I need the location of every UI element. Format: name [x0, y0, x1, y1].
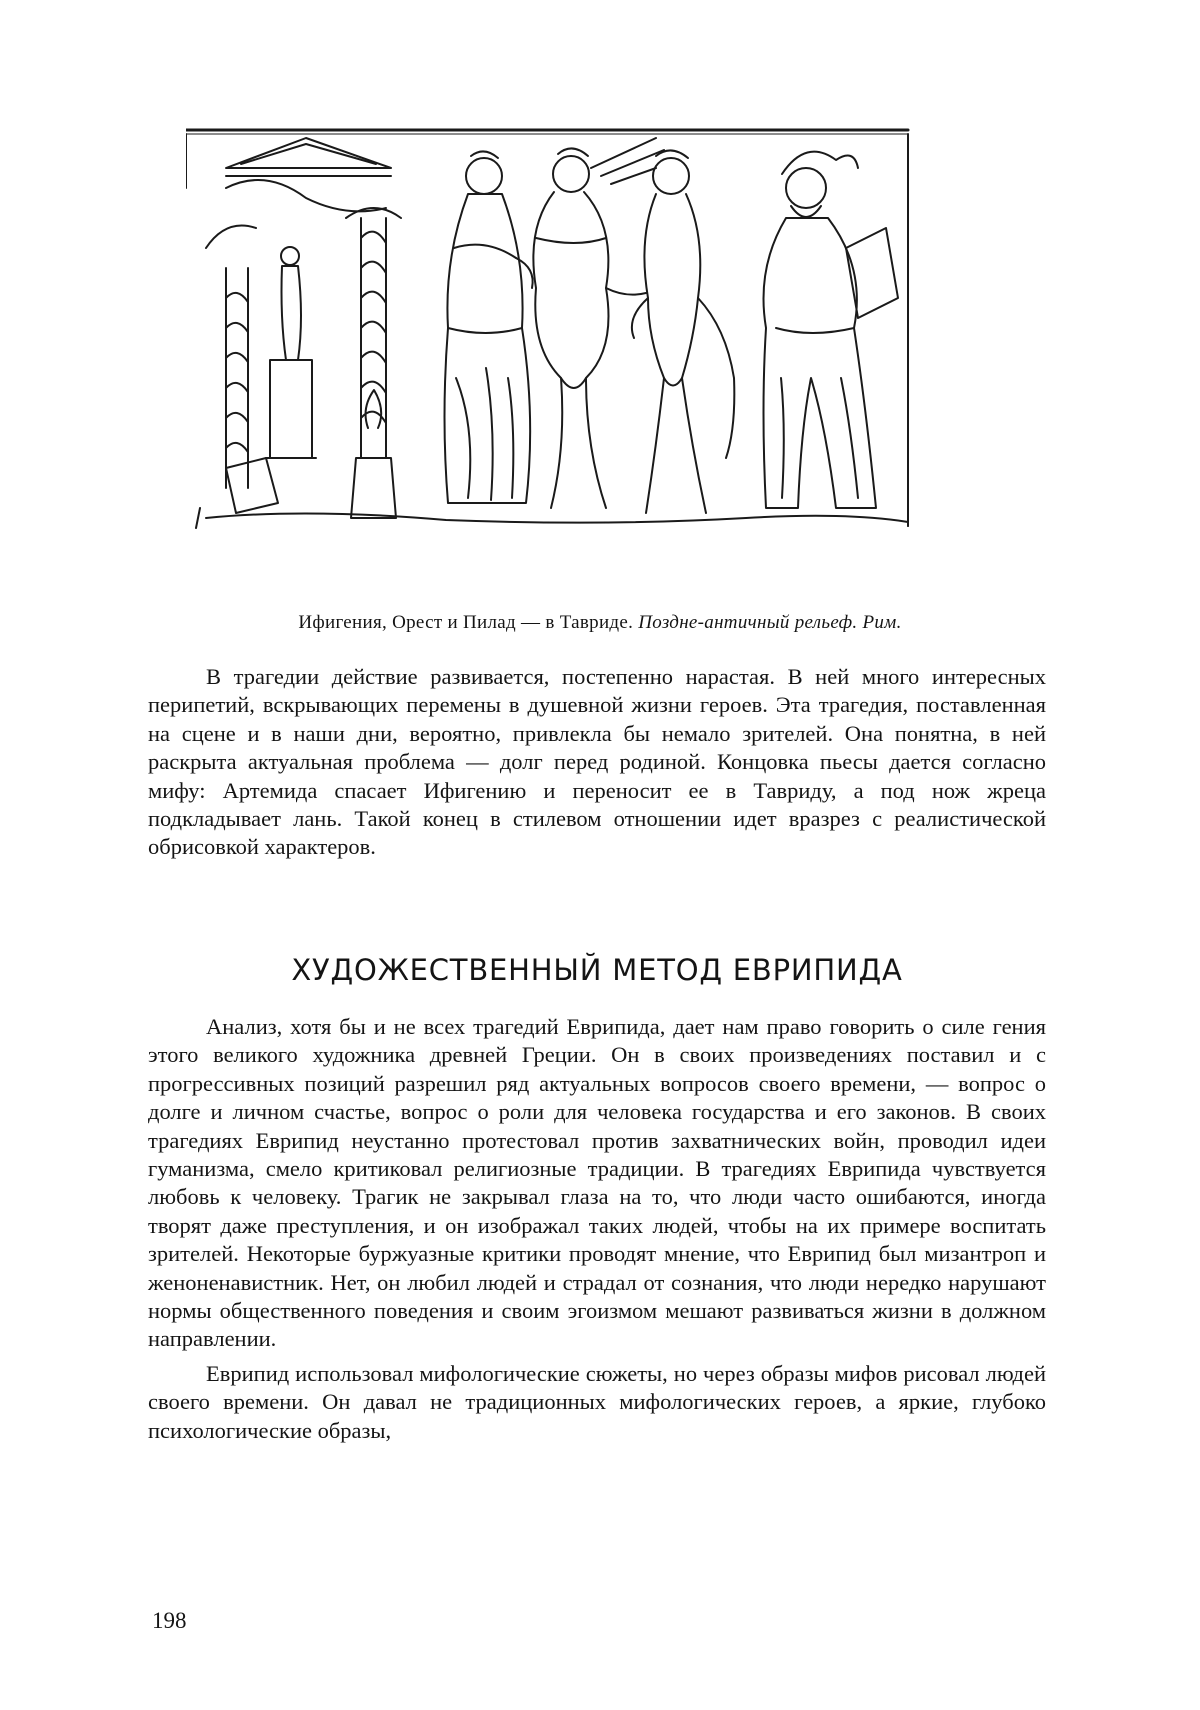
- section-2-text: [148, 1013, 1046, 1445]
- caption-source: Поздне-античный рельеф. Рим.: [638, 612, 902, 633]
- paragraph: В трагедии действие развивается, постепенно нарастая. В ней много интересных перипетий, вскрывающих перемены в душевной жизни героев. Эта трагедия, поставленная на сцене и в наши дни, вероятно, привлекла бы немало зрителей. Она понятна, в ней раскрыта актуальная проблема — долг перед родиной. Концовка пьесы дается согласно мифу: Артемида спасает Ифигению и переносит ее в Тавриду, а под нож жреца подкладывает лань. Такой конец в стилевом отношении идет вразрез с реалистической обрисовкой характеров.: [148, 664, 1046, 860]
- relief-drawing: [186, 128, 996, 598]
- section-1-text: [148, 663, 1046, 862]
- paragraph: Еврипид использовал мифологические сюжеты, но через образы мифов рисовал людей своего времени. Он давал не традиционных мифологических героев, а яркие, глубоко психологические образы,: [148, 1360, 1046, 1443]
- relief-illustration: [186, 128, 996, 598]
- caption-text: Ифигения, Орест и Пилад — в Тавриде.: [298, 612, 634, 633]
- paragraph: Анализ, хотя бы и не всех трагедий Еврипида, дает нам право говорить о силе гения этого великого художника древней Греции. Он в своих произведениях поставил и с прогрессивных позиций разрешил ряд актуальных вопросов своего времени, — вопрос о долге и личном счастье, вопрос о роли для человека государства и его законов. В своих трагедиях Еврипид неустанно протестовал против захватнических войн, проводил идеи гуманизма, смело критиковал религиозные традиции. В трагедиях Еврипида чувствуется любовь к человеку. Трагик не закрывал глаза на то, что люди часто ошибаются, иногда творят даже преступления, и он изображал таких людей, чтобы на их примере воспитать зрителей. Некоторые буржуазные критики проводят мнение, что Еврипид был мизантроп и женоненавистник. Нет, он любил людей и страдал от сознания, что люди нередко нарушают нормы общественного поведения и своим эгоизмом мешают развиваться жизни в должном направлении.: [148, 1014, 1046, 1352]
- figure-caption: [150, 612, 1050, 634]
- section-heading: ХУДОЖЕСТВЕННЫЙ МЕТОД ЕВРИПИДА: [291, 953, 903, 987]
- page-number: 198: [152, 1608, 187, 1633]
